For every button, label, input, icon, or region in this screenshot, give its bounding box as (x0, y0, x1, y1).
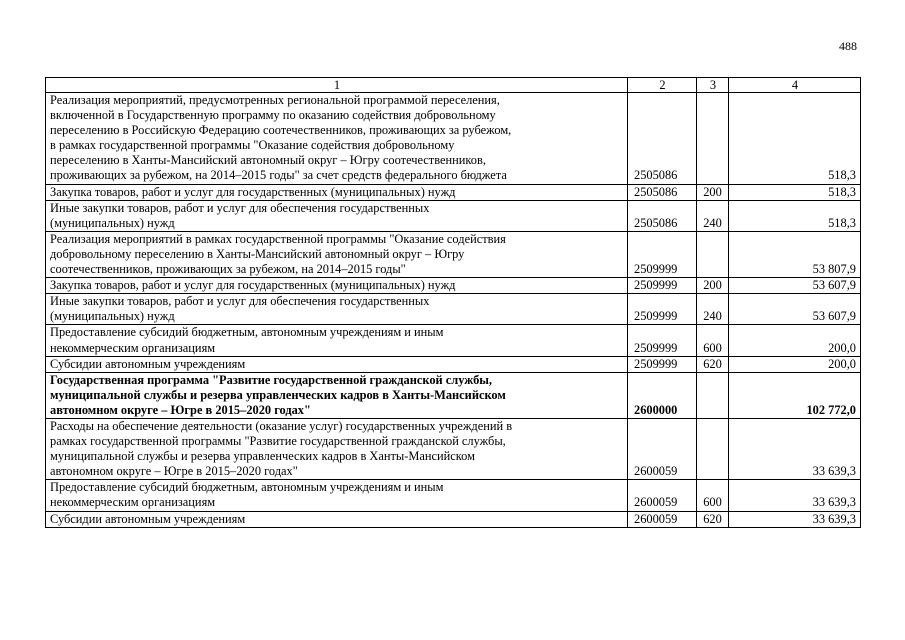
row-type-cell: 600 (697, 480, 729, 511)
row-type-cell (697, 231, 729, 277)
page-number: 488 (839, 39, 857, 53)
row-code-cell: 2509999 (628, 325, 697, 356)
table-row (46, 93, 861, 185)
row-name-cell: Реализация мероприятий в рамках государственной программы "Оказание содействия добровольному переселению в Ханты-Мансийский автономный округ – Югру соотечественников, проживающих за рубежом, на 2014–2015 годы" (46, 231, 628, 277)
row-amount-cell: 200,0 (729, 325, 861, 356)
row-type-cell: 240 (697, 294, 729, 325)
row-code-cell: 2509999 (628, 231, 697, 277)
row-code-cell: 2509999 (628, 278, 697, 294)
row-type-cell: 620 (697, 356, 729, 372)
row-name-cell: Закупка товаров, работ и услуг для государственных (муниципальных) нужд (46, 184, 628, 200)
row-code-cell: 2509999 (628, 294, 697, 325)
table-row (46, 325, 861, 356)
table-body (46, 78, 861, 528)
header-cell-type: 3 (697, 78, 729, 93)
row-code-cell: 2505086 (628, 184, 697, 200)
row-type-cell: 600 (697, 325, 729, 356)
row-code-cell: 2600000 (628, 372, 697, 418)
row-name-cell: Расходы на обеспечение деятельности (оказание услуг) государственных учреждений в рамках государственной программы "Развитие государственной гражданской службы, муниципальной службы и резерва управленческих кадров в Ханты-Мансийском автономном округе – Югре в 2015–2020 годах" (46, 418, 628, 479)
row-code-cell: 2600059 (628, 480, 697, 511)
row-amount-cell: 518,3 (729, 200, 861, 231)
budget-table (45, 77, 861, 528)
table-row (46, 231, 861, 277)
header-cell-amount: 4 (729, 78, 861, 93)
row-amount-cell: 200,0 (729, 356, 861, 372)
row-type-cell: 240 (697, 200, 729, 231)
row-name-cell: Иные закупки товаров, работ и услуг для обеспечения государственных (муниципальных) нужд (46, 200, 628, 231)
row-code-cell: 2505086 (628, 93, 697, 185)
row-amount-cell: 53 607,9 (729, 294, 861, 325)
row-amount-cell: 53 807,9 (729, 231, 861, 277)
row-amount-cell: 518,3 (729, 184, 861, 200)
row-type-cell: 200 (697, 184, 729, 200)
row-type-cell: 620 (697, 511, 729, 527)
row-code-cell: 2505086 (628, 200, 697, 231)
row-name-cell: Реализация мероприятий, предусмотренных региональной программой переселения, включенной в Государственную программу по оказанию содействия добровольному переселению в Российскую Федерацию соотечественников, проживающих за рубежом, в рамках государственной программы "Оказание содействия добровольному переселению в Ханты-Мансийский автономный округ – Югру соотечественников, проживающих за рубежом, на 2014–2015 годы" за счет средств федерального бюджета (46, 93, 628, 185)
row-amount-cell: 518,3 (729, 93, 861, 185)
row-name-cell: Иные закупки товаров, работ и услуг для обеспечения государственных (муниципальных) нужд (46, 294, 628, 325)
row-type-cell (697, 372, 729, 418)
row-name-cell: Предоставление субсидий бюджетным, автономным учреждениям и иным некоммерческим организациям (46, 325, 628, 356)
row-amount-cell: 33 639,3 (729, 480, 861, 511)
table-row (46, 184, 861, 200)
row-name-cell: Предоставление субсидий бюджетным, автономным учреждениям и иным некоммерческим организациям (46, 480, 628, 511)
row-type-cell: 200 (697, 278, 729, 294)
row-amount-cell: 33 639,3 (729, 511, 861, 527)
table-row (46, 294, 861, 325)
table-row (46, 511, 861, 527)
header-cell-code: 2 (628, 78, 697, 93)
row-amount-cell: 53 607,9 (729, 278, 861, 294)
table-row (46, 480, 861, 511)
table-row (46, 278, 861, 294)
row-code-cell: 2600059 (628, 418, 697, 479)
row-amount-cell: 102 772,0 (729, 372, 861, 418)
row-name-cell: Субсидии автономным учреждениям (46, 356, 628, 372)
header-cell-name: 1 (46, 78, 628, 93)
table-row (46, 418, 861, 479)
row-name-cell: Закупка товаров, работ и услуг для государственных (муниципальных) нужд (46, 278, 628, 294)
row-code-cell: 2600059 (628, 511, 697, 527)
row-name-cell: Субсидии автономным учреждениям (46, 511, 628, 527)
row-type-cell (697, 418, 729, 479)
row-amount-cell: 33 639,3 (729, 418, 861, 479)
row-name-cell: Государственная программа "Развитие государственной гражданской службы, муниципальной службы и резерва управленческих кадров в Ханты-Мансийском автономном округе – Югре в 2015–2020 годах" (46, 372, 628, 418)
table-header-row (46, 78, 861, 93)
table-row (46, 200, 861, 231)
row-type-cell (697, 93, 729, 185)
table-row (46, 372, 861, 418)
table-row (46, 356, 861, 372)
row-code-cell: 2509999 (628, 356, 697, 372)
